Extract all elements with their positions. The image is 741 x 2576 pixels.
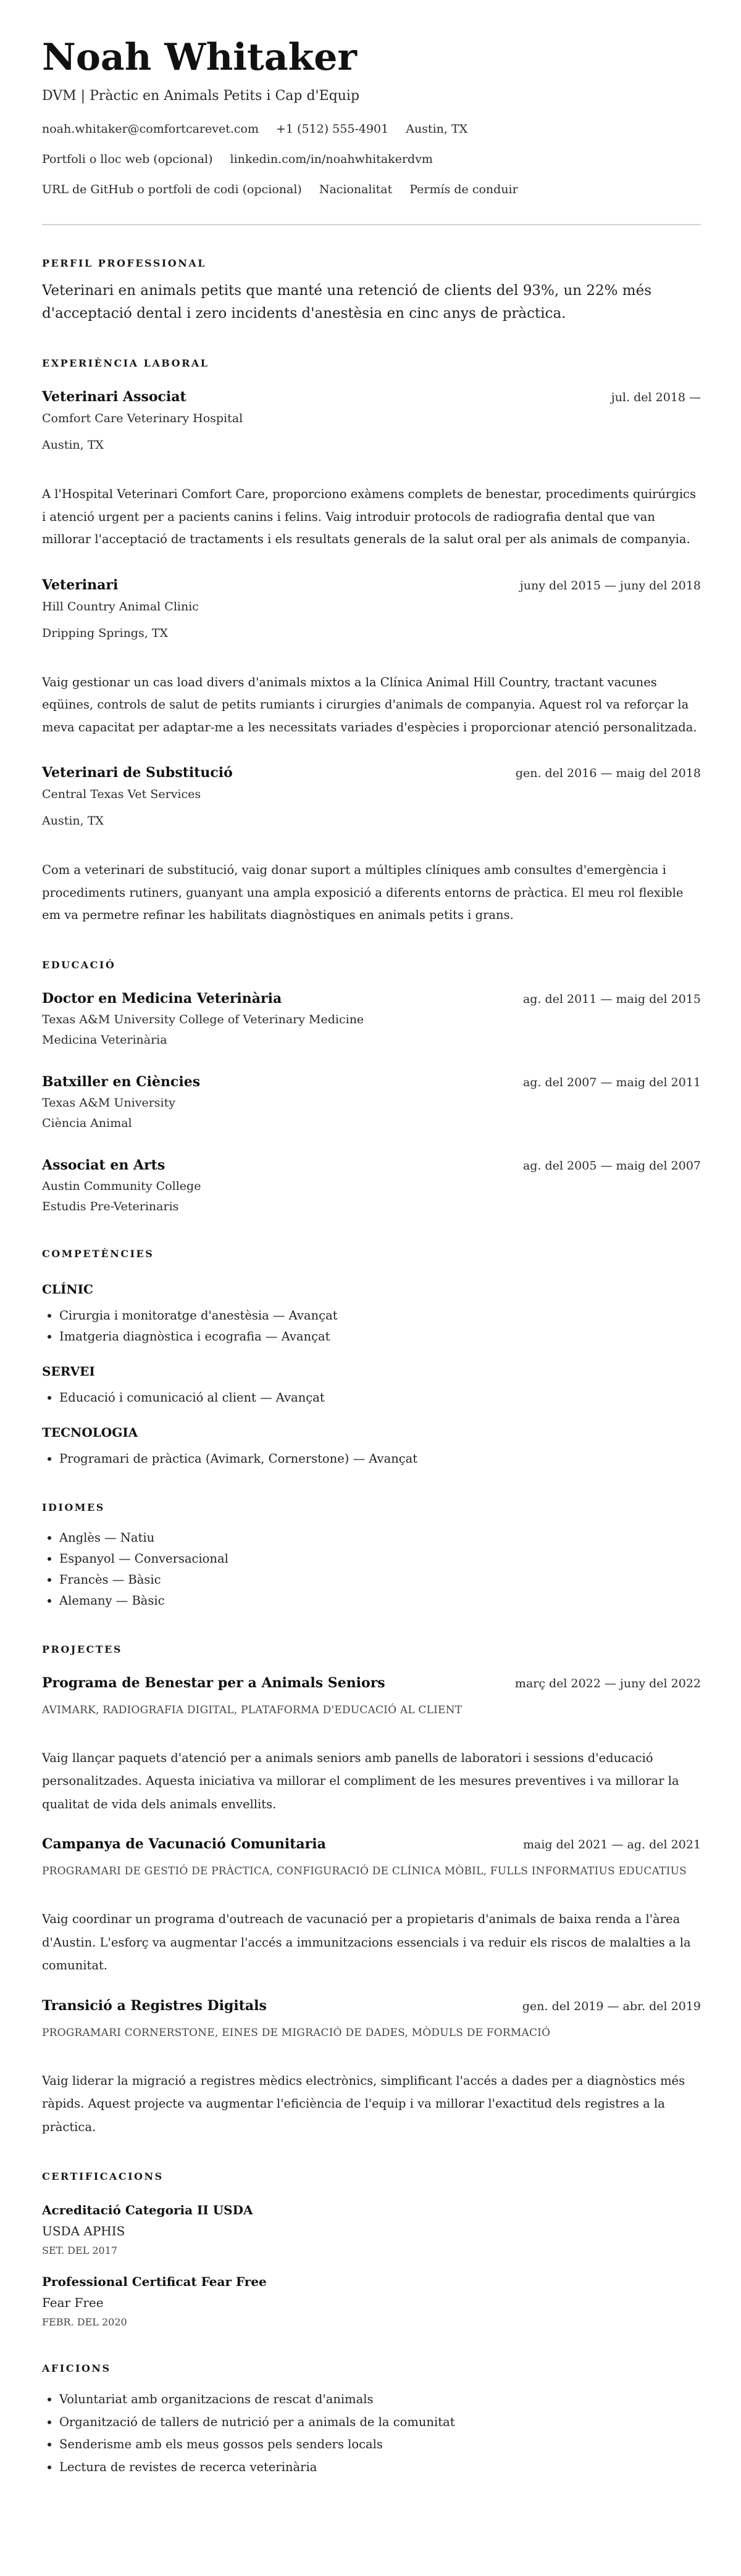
education-dates: ag. del 2007 — maig del 2011 [522, 1075, 701, 1089]
certification-title: Professional Certificat Fear Free [42, 2274, 267, 2289]
skill-category: CLÍNIC [42, 1281, 93, 1297]
driving-license-text: Permís de conduir [409, 183, 518, 196]
job-location: Dripping Springs, TX [42, 626, 168, 640]
job-dates: juny del 2015 — juny del 2018 [519, 578, 701, 592]
experience-item [42, 763, 701, 927]
project-tags: PROGRAMARI CORNERSTONE, EINES DE MIGRACIÓ DE DADES, MÒDULS DE FORMACIÓ [42, 2026, 551, 2039]
certification-item [42, 2272, 701, 2330]
experience-item [42, 388, 701, 551]
experience-section [42, 357, 701, 927]
certification-item [42, 2201, 701, 2259]
projects-section [42, 1643, 701, 2139]
skill-category: SERVEI [42, 1363, 95, 1379]
github-link[interactable]: URL de GitHub o portfoli de codi (opcional) [42, 183, 302, 196]
degree-title: Associat en Arts [42, 1157, 165, 1173]
education-section [42, 959, 701, 1216]
hobby-item: • Senderisme amb els meus gossos pels senders locals [59, 2433, 701, 2456]
hobbies-section [42, 2362, 701, 2478]
job-dates: gen. del 2016 — maig del 2018 [515, 767, 701, 780]
job-title: Veterinari Associat [42, 389, 186, 405]
certifications-section [42, 2171, 701, 2330]
school-name: Austin Community College [42, 1179, 201, 1193]
summary-text: Veterinari en animals petits que manté una retenció de clients del 93%, un 22% més d'acceptació dental i zero incidents d'anestèsia en cinc anys de pràctica. [42, 283, 652, 322]
education-item [42, 989, 701, 1049]
field-of-study: Ciència Animal [42, 1116, 132, 1130]
hobby-item: • Lectura de revistes de recerca veterinària [59, 2456, 701, 2479]
skill-group [42, 1281, 701, 1347]
section-heading: EXPERIÈNCIA LABORAL [42, 357, 209, 369]
contact-row [42, 181, 701, 197]
project-description: Vaig liderar la migració a registres mèdics electrònics, simplificant l'accés a dades per a diagnòstics més ràpids. Aquest projecte va augmentar l'eficiència de l'equip i va millorar l'exactitud dels registres a la pràctica. [42, 2073, 685, 2134]
skill-group [42, 1424, 701, 1469]
skill-list [42, 1448, 701, 1469]
section-heading: AFICIONS [42, 2362, 111, 2374]
project-item [42, 1835, 701, 1977]
contact-info [42, 121, 701, 197]
candidate-name: Noah Whitaker [42, 36, 357, 79]
field-of-study: Medicina Veterinària [42, 1032, 167, 1047]
skill-list [42, 1387, 701, 1408]
contact-row [42, 151, 701, 167]
experience-item [42, 576, 701, 739]
field-of-study: Estudis Pre-Veterinaris [42, 1199, 179, 1213]
languages-section [42, 1502, 701, 1611]
school-name: Texas A&M University [42, 1095, 175, 1110]
hobby-item: • Voluntariat amb organitzacions de rescat d'animals [59, 2388, 701, 2411]
location-text: Austin, TX [406, 122, 468, 136]
project-tags: AVIMARK, RADIOGRAFIA DIGITAL, PLATAFORMA D'EDUCACIÓ AL CLIENT [42, 1703, 463, 1716]
certification-date: FEBR. DEL 2020 [42, 2316, 127, 2328]
company-name: Hill Country Animal Clinic [42, 599, 199, 613]
section-heading: PROJECTES [42, 1643, 122, 1655]
section-heading: PERFIL PROFESSIONAL [42, 257, 206, 269]
phone-link[interactable]: +1 (512) 555-4901 [276, 122, 389, 136]
education-item [42, 1156, 701, 1216]
project-tags: PROGRAMARI DE GESTIÓ DE PRÀCTICA, CONFIGURACIÓ DE CLÍNICA MÒBIL, FULLS INFORMATIUS EDUCATIUS [42, 1865, 687, 1877]
job-description: Vaig gestionar un cas load divers d'animals mixtos a la Clínica Animal Hill Country, tractant vacunes eqüines, controls de salut de petits rumiants i cirurgies d'animals de companyia. Aquest rol va reforçar la meva capacitat per adaptar-me a les necessitats variades d'espècies i proporcionar atenció personalitzada. [42, 675, 697, 734]
project-description: Vaig llançar paquets d'atenció per a animals seniors amb panells de laboratori i sessions d'educació personalitzades. Aquesta iniciativa va millorar el compliment de les mesures preventives i va millorar la qualitat de vida dels animals envellits. [42, 1750, 679, 1811]
summary-section [42, 257, 701, 325]
language-list [42, 1527, 701, 1611]
language-item: • Alemany — Bàsic [59, 1590, 701, 1611]
company-name: Comfort Care Veterinary Hospital [42, 412, 243, 425]
resume-header [42, 37, 701, 225]
job-description: Com a veterinari de substitució, vaig donar suport a múltiples clíniques amb consultes d'emergència i procediments rutiners, guanyant una ampla exposició a diferents entorns de pràctica. El meu rol flexible em va permetre refinar les habilitats diagnòstiques en animals petits i grans. [42, 863, 684, 922]
hobby-list [42, 2388, 701, 2478]
certification-issuer: USDA APHIS [42, 2224, 125, 2238]
education-item [42, 1073, 701, 1132]
job-title: Veterinari de Substitució [42, 765, 233, 781]
language-item: • Espanyol — Conversacional [59, 1548, 701, 1569]
skill-list [42, 1305, 701, 1347]
language-item: • Anglès — Natiu [59, 1527, 701, 1548]
project-dates: gen. del 2019 — abr. del 2019 [522, 1999, 701, 2013]
language-item: • Francès — Bàsic [59, 1569, 701, 1590]
school-name: Texas A&M University College of Veterinary Medicine [42, 1012, 364, 1026]
skills-section [42, 1248, 701, 1469]
portfolio-link[interactable]: Portfoli o lloc web (opcional) [42, 152, 213, 166]
skill-item: • Educació i comunicació al client — Avançat [59, 1387, 701, 1408]
section-heading: IDIOMES [42, 1501, 105, 1513]
skill-item: • Imatgeria diagnòstica i ecografia — Avançat [59, 1326, 701, 1347]
skill-item: • Programari de pràctica (Avimark, Cornerstone) — Avançat [59, 1448, 701, 1469]
project-title: Campanya de Vacunació Comunitaria [42, 1836, 326, 1852]
contact-row [42, 121, 701, 137]
job-title: Veterinari [42, 576, 119, 593]
degree-title: Doctor en Medicina Veterinària [42, 990, 282, 1007]
project-description: Vaig coordinar un programa d'outreach de vacunació per a propietaris d'animals de baixa renda a l'àrea d'Austin. L'esforç va augmentar l'accés a immunitzacions essencials i va reduir els riscos de malalties a la comunitat. [42, 1912, 691, 1972]
headline: DVM | Pràctic en Animals Petits i Cap d'Equip [42, 88, 360, 104]
education-dates: ag. del 2005 — maig del 2007 [522, 1158, 701, 1173]
project-dates: març del 2022 — juny del 2022 [514, 1676, 701, 1690]
skill-item: • Cirurgia i monitoratge d'anestèsia — Avançat [59, 1305, 701, 1326]
skill-group [42, 1363, 701, 1408]
education-dates: ag. del 2011 — maig del 2015 [522, 992, 701, 1006]
section-heading: COMPETÈNCIES [42, 1247, 154, 1260]
job-description: A l'Hospital Veterinari Comfort Care, proporciono exàmens complets de benestar, procediments quirúrgics i atenció urgent per a pacients canins i felins. Vaig introduir protocols de radiografia dental que van millorar l'acceptació de tractaments i els resultats generals de la salut oral per als animals de companyia. [42, 487, 696, 546]
email-link[interactable]: noah.whitaker@comfortcarevet.com [42, 122, 259, 136]
linkedin-link[interactable]: linkedin.com/in/noahwhitakerdvm [230, 152, 433, 166]
project-title: Programa de Benestar per a Animals Seniors [42, 1674, 385, 1691]
certification-issuer: Fear Free [42, 2295, 104, 2310]
section-heading: CERTIFICACIONS [42, 2171, 164, 2182]
certification-title: Acreditació Categoria II USDA [42, 2203, 253, 2217]
section-heading: EDUCACIÓ [42, 958, 116, 971]
certification-date: SET. DEL 2017 [42, 2245, 118, 2256]
project-item [42, 1996, 701, 2139]
degree-title: Batxiller en Ciències [42, 1073, 201, 1090]
hobby-item: • Organització de tallers de nutrició per a animals de la comunitat [59, 2411, 701, 2434]
job-location: Austin, TX [42, 438, 104, 452]
project-dates: maig del 2021 — ag. del 2021 [522, 1838, 701, 1851]
company-name: Central Texas Vet Services [42, 787, 201, 801]
project-item [42, 1674, 701, 1816]
header-divider [42, 224, 701, 225]
project-title: Transició a Registres Digitals [42, 1997, 267, 2014]
nationality-text: Nacionalitat [319, 183, 393, 196]
skill-category: TECNOLOGIA [42, 1424, 138, 1440]
job-dates: jul. del 2018 — [611, 391, 701, 404]
job-location: Austin, TX [42, 814, 104, 828]
